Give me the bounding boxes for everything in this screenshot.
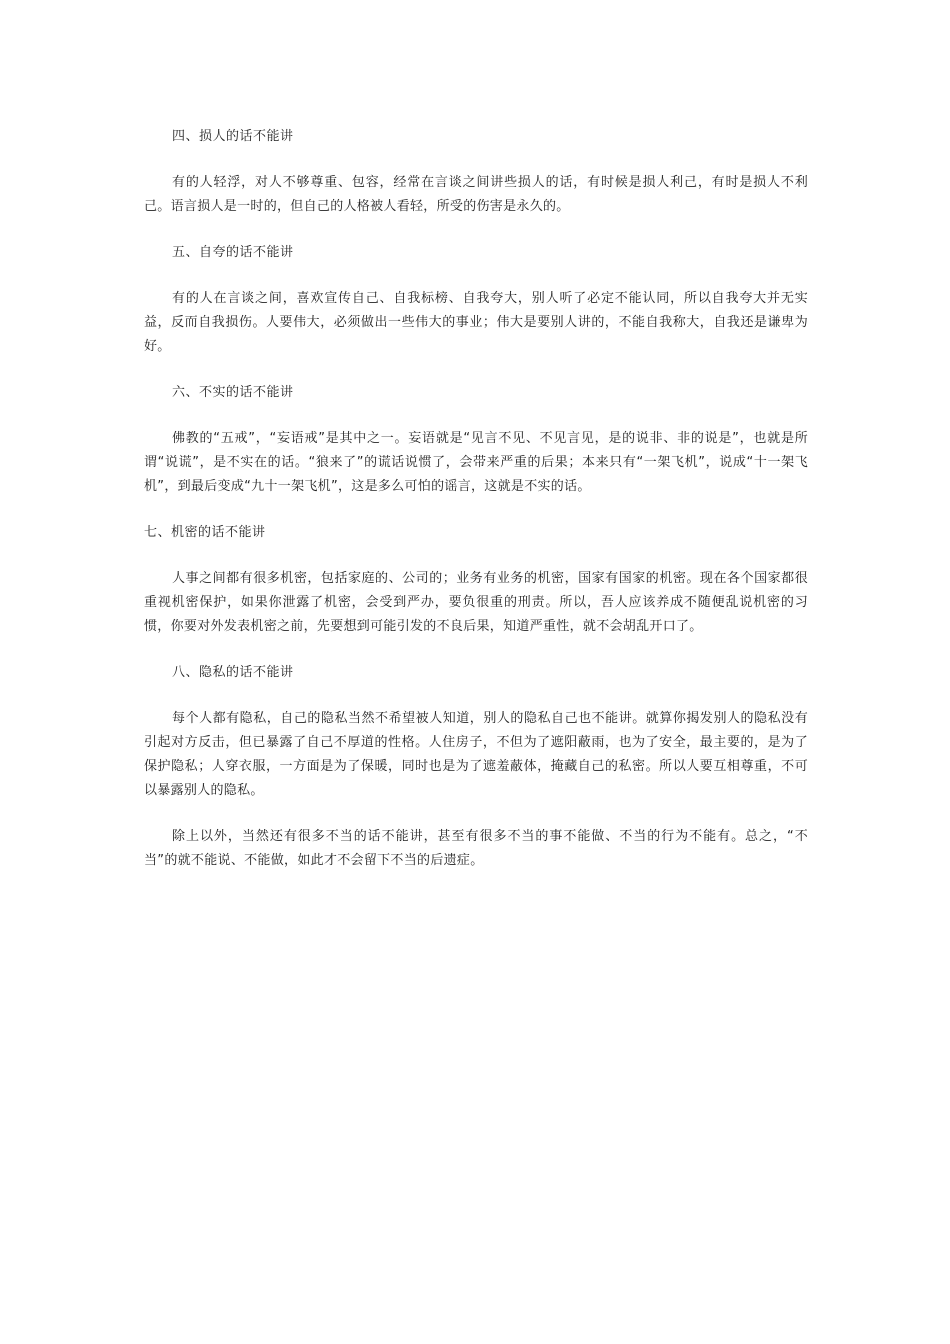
section-body-5: 有的人在言谈之间，喜欢宣传自己、自我标榜、自我夸大，别人听了必定不能认同，所以自我夸大并无实益，反而自我损伤。人要伟大，必须做出一些伟大的事业；伟大是要别人讲的，不能自我称大，自我还是谦卑为好。	[144, 291, 808, 354]
section-heading-5: 五、自夸的话不能讲	[172, 245, 294, 260]
section-heading-6: 六、不实的话不能讲	[172, 385, 294, 400]
section-body-4: 有的人轻浮，对人不够尊重、包容，经常在言谈之间讲些损人的话，有时候是损人利己，有时是损人不利己。语言损人是一时的，但自己的人格被人看轻，所受的伤害是永久的。	[144, 175, 808, 214]
section-heading-7: 七、机密的话不能讲	[144, 525, 266, 540]
section-body-6: 佛教的“五戒”，“妄语戒”是其中之一。妄语就是“见言不见、不见言见，是的说非、非的说是”，也就是所谓“说谎”，是不实在的话。“狼来了”的谎话说惯了，会带来严重的后果；本来只有“一架飞机”，说成“十一架飞机”，到最后变成“九十一架飞机”，这是多么可怕的谣言，这就是不实的话。	[144, 431, 808, 494]
section-heading-4: 四、损人的话不能讲	[172, 129, 294, 144]
section-body-7: 人事之间都有很多机密，包括家庭的、公司的；业务有业务的机密，国家有国家的机密。现在各个国家都很重视机密保护，如果你泄露了机密，会受到严办，要负很重的刑责。所以，吾人应该养成不随便乱说机密的习惯，你要对外发表机密之前，先要想到可能引发的不良后果，知道严重性，就不会胡乱开口了。	[144, 571, 808, 634]
section-body-8: 每个人都有隐私，自己的隐私当然不希望被人知道，别人的隐私自己也不能讲。就算你揭发别人的隐私没有引起对方反击，但已暴露了自己不厚道的性格。人住房子，不但为了遮阳蔽雨，也为了安全，最主要的，是为了保护隐私；人穿衣服，一方面是为了保暖，同时也是为了遮羞蔽体，掩藏自己的私密。所以人要互相尊重，不可以暴露别人的隐私。	[144, 711, 808, 798]
closing-paragraph: 除上以外，当然还有很多不当的话不能讲，甚至有很多不当的事不能做、不当的行为不能有。总之，“不当”的就不能说、不能做，如此才不会留下不当的后遗症。	[144, 829, 808, 868]
section-heading-8: 八、隐私的话不能讲	[172, 665, 294, 680]
document-body	[144, 125, 808, 873]
